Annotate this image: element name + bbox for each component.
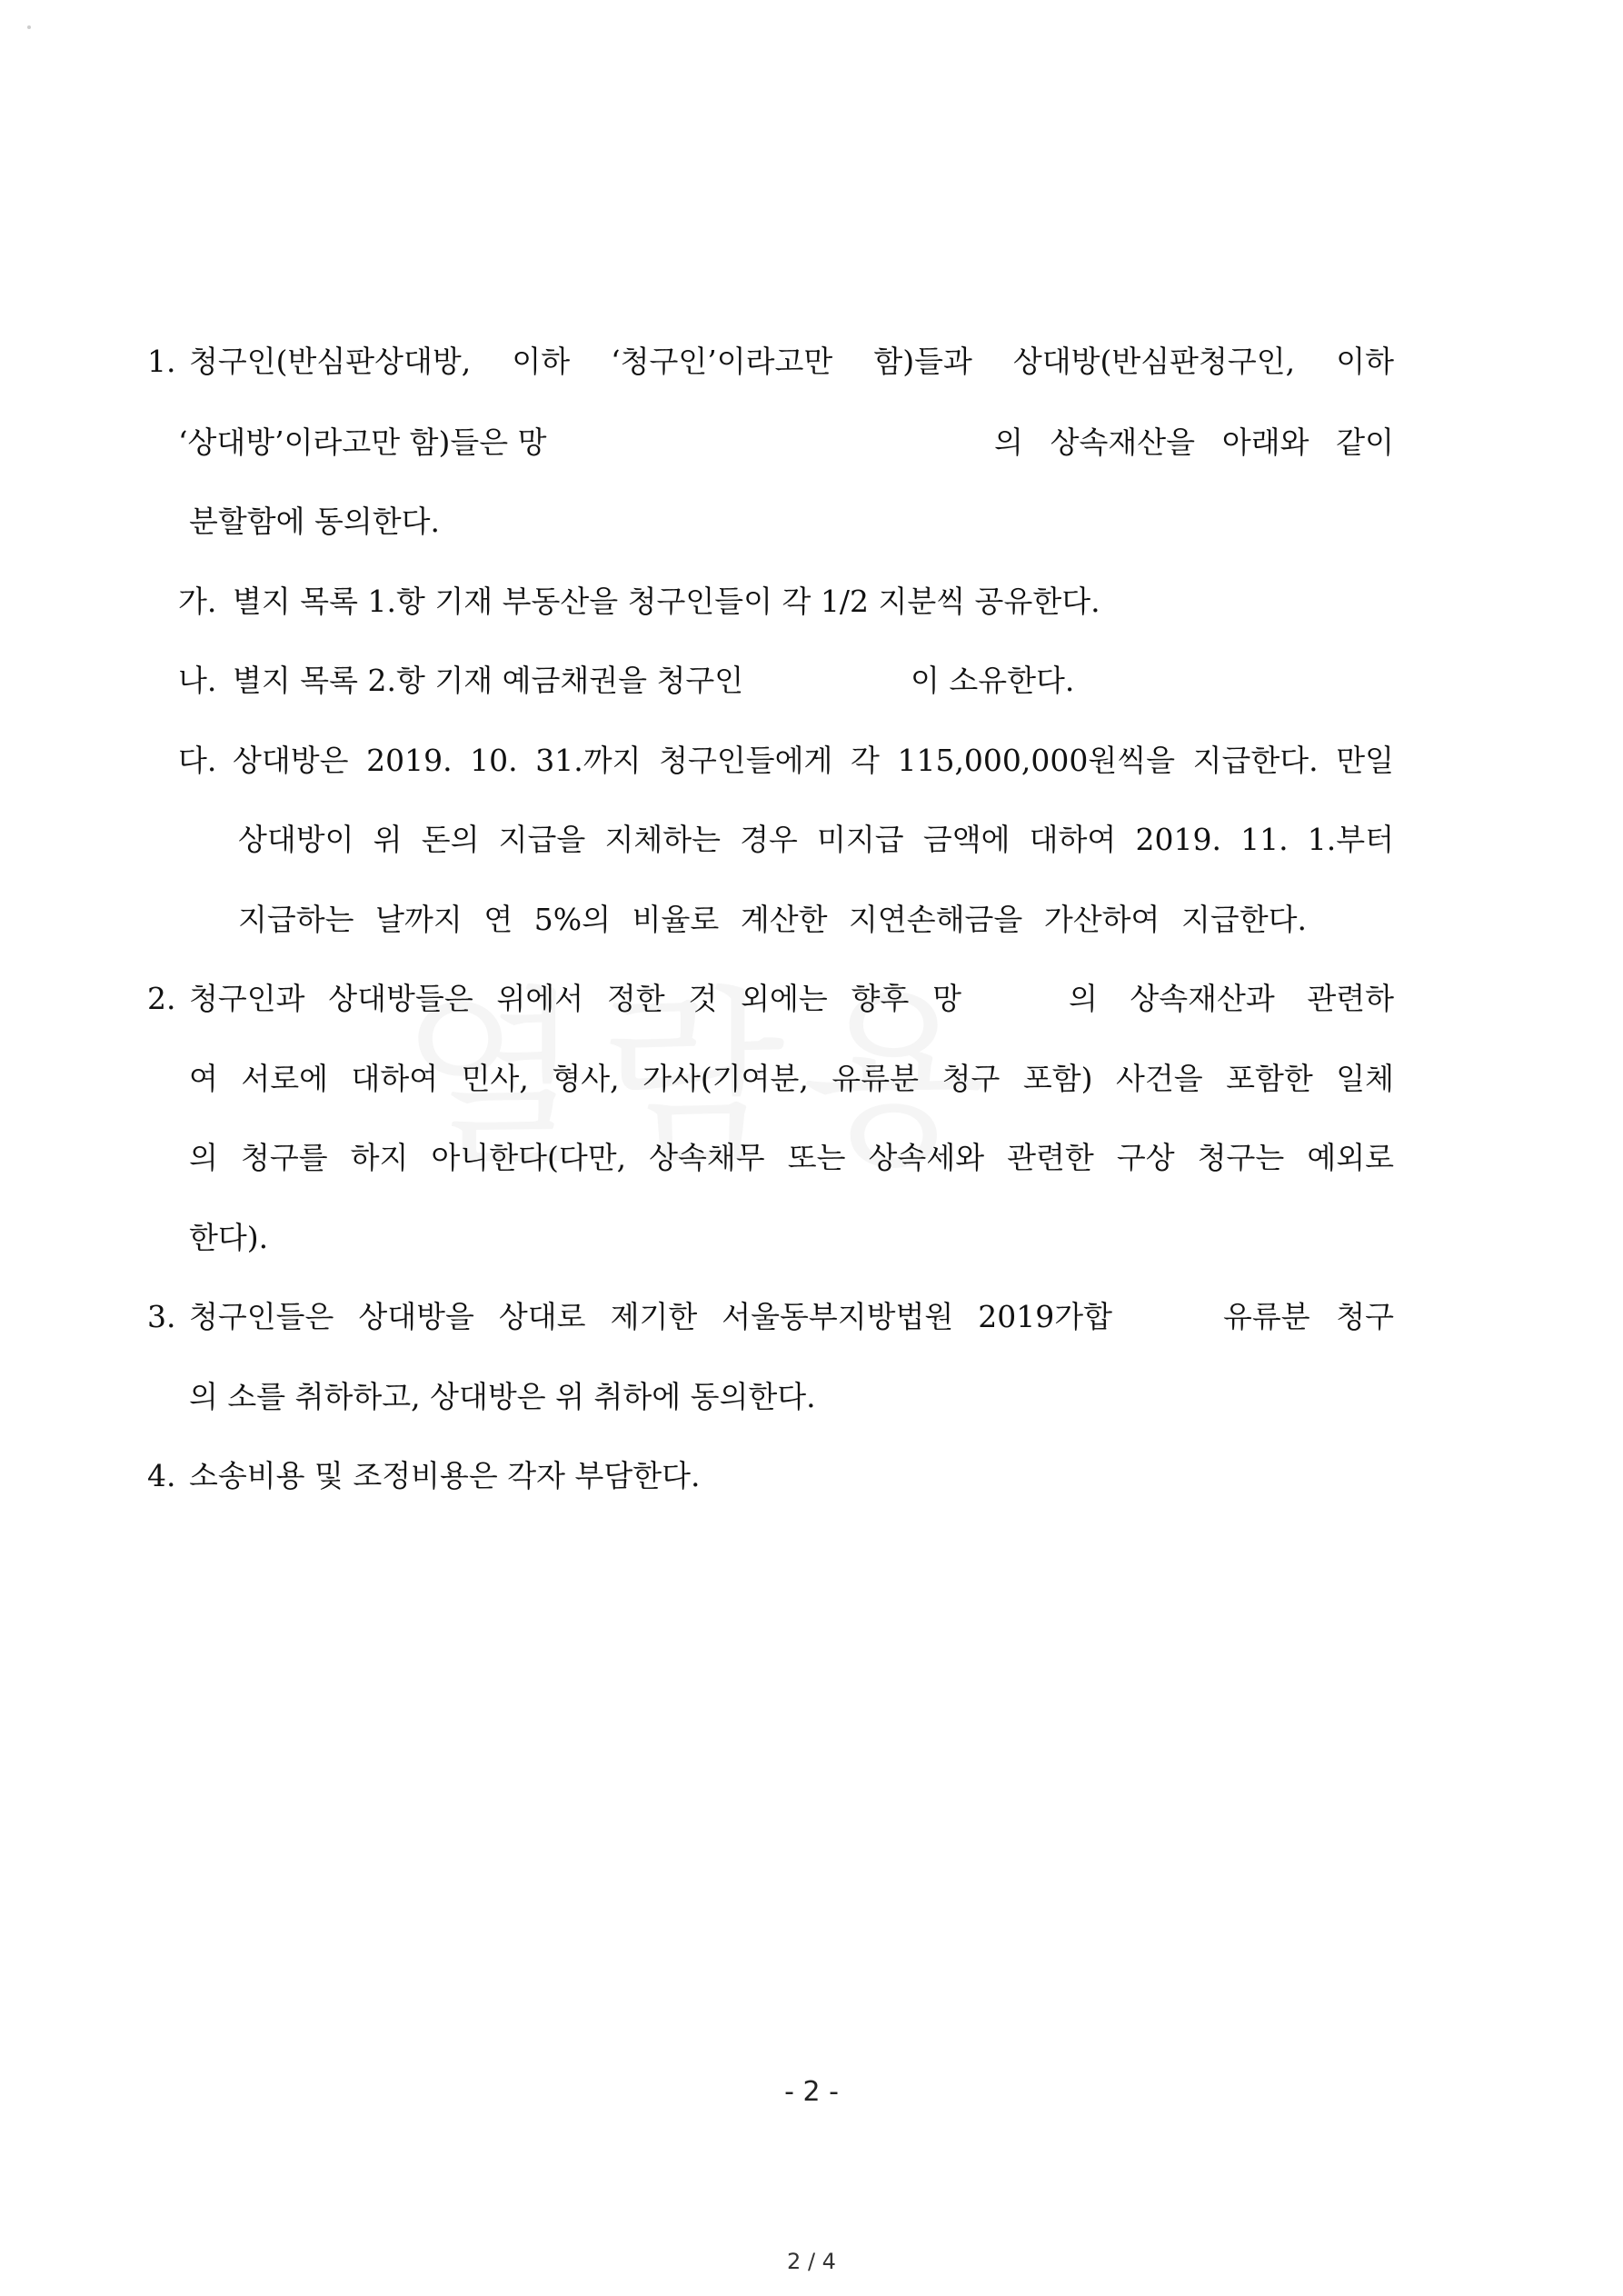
item-3-number: 3. xyxy=(147,1299,176,1334)
item-4-number: 4. xyxy=(147,1458,176,1493)
page-count-label: 2 / 4 xyxy=(787,2249,836,2274)
item-2-line-2: 여 서로에 대하여 민사, 형사, 가사(기여분, 유류분 청구 포함) 사건을 포함한 일체 xyxy=(189,1061,1394,1096)
item-2-line-4: 한다). xyxy=(189,1220,269,1255)
item-1-line-1: 청구인(반심판상대방, 이하 ‘청구인’이라고만 함)들과 상대방(반심판청구인, 이하 xyxy=(189,344,1394,379)
item-2-line-1a: 청구인과 상대방들은 위에서 정한 것 외에는 향후 망 xyxy=(189,981,961,1016)
item-4-text: 소송비용 및 조정비용은 각자 부담한다. xyxy=(189,1458,701,1493)
item-2-line-3: 의 청구를 하지 아니한다(다만, 상속채무 또는 상속세와 관련한 구상 청구는 예외로 xyxy=(189,1140,1394,1175)
sub-item-da-line-1: 상대방은 2019. 10. 31.까지 청구인들에게 각 115,000,000원씩을 지급한다. 만일 xyxy=(233,743,1394,778)
sub-item-da-line-2: 상대방이 위 돈의 지급을 지체하는 경우 미지급 금액에 대하여 2019. 11. 1.부터 xyxy=(238,822,1394,857)
sub-item-da-number: 다. xyxy=(178,743,217,778)
page-number-label: - 2 - xyxy=(784,2076,839,2108)
sub-item-da-line-3: 지급하는 날까지 연 5%의 비율로 계산한 지연손해금을 가산하여 지급한다. xyxy=(238,902,1307,937)
item-1-line-2a: ‘상대방’이라고만 함)들은 망 xyxy=(178,424,547,460)
item-3-line-2: 의 소를 취하하고, 상대방은 위 취하에 동의한다. xyxy=(189,1379,816,1414)
item-1-line-2b: 의 상속재산을 아래와 같이 xyxy=(994,424,1394,460)
sub-item-ga-text: 별지 목록 1.항 기재 부동산을 청구인들이 각 1/2 지분씩 공유한다. xyxy=(233,584,1100,619)
item-1-number: 1. xyxy=(147,344,176,379)
sub-item-ga-number: 가. xyxy=(178,584,217,619)
sub-item-na-number: 나. xyxy=(178,663,217,698)
item-2-number: 2. xyxy=(147,981,176,1016)
item-3-line-1a: 청구인들은 상대방을 상대로 제기한 서울동부지방법원 2019가합 xyxy=(189,1299,1112,1334)
sub-item-na-text-b: 이 소유한다. xyxy=(911,663,1075,698)
sub-item-na-text-a: 별지 목록 2.항 기재 예금채권을 청구인 xyxy=(233,663,744,698)
item-1-line-3: 분할함에 동의한다. xyxy=(189,504,441,539)
scan-mark xyxy=(27,25,31,29)
item-3-line-1b: 유류분 청구 xyxy=(1223,1299,1394,1334)
item-2-line-1b: 의 상속재산과 관련하 xyxy=(1069,981,1394,1016)
